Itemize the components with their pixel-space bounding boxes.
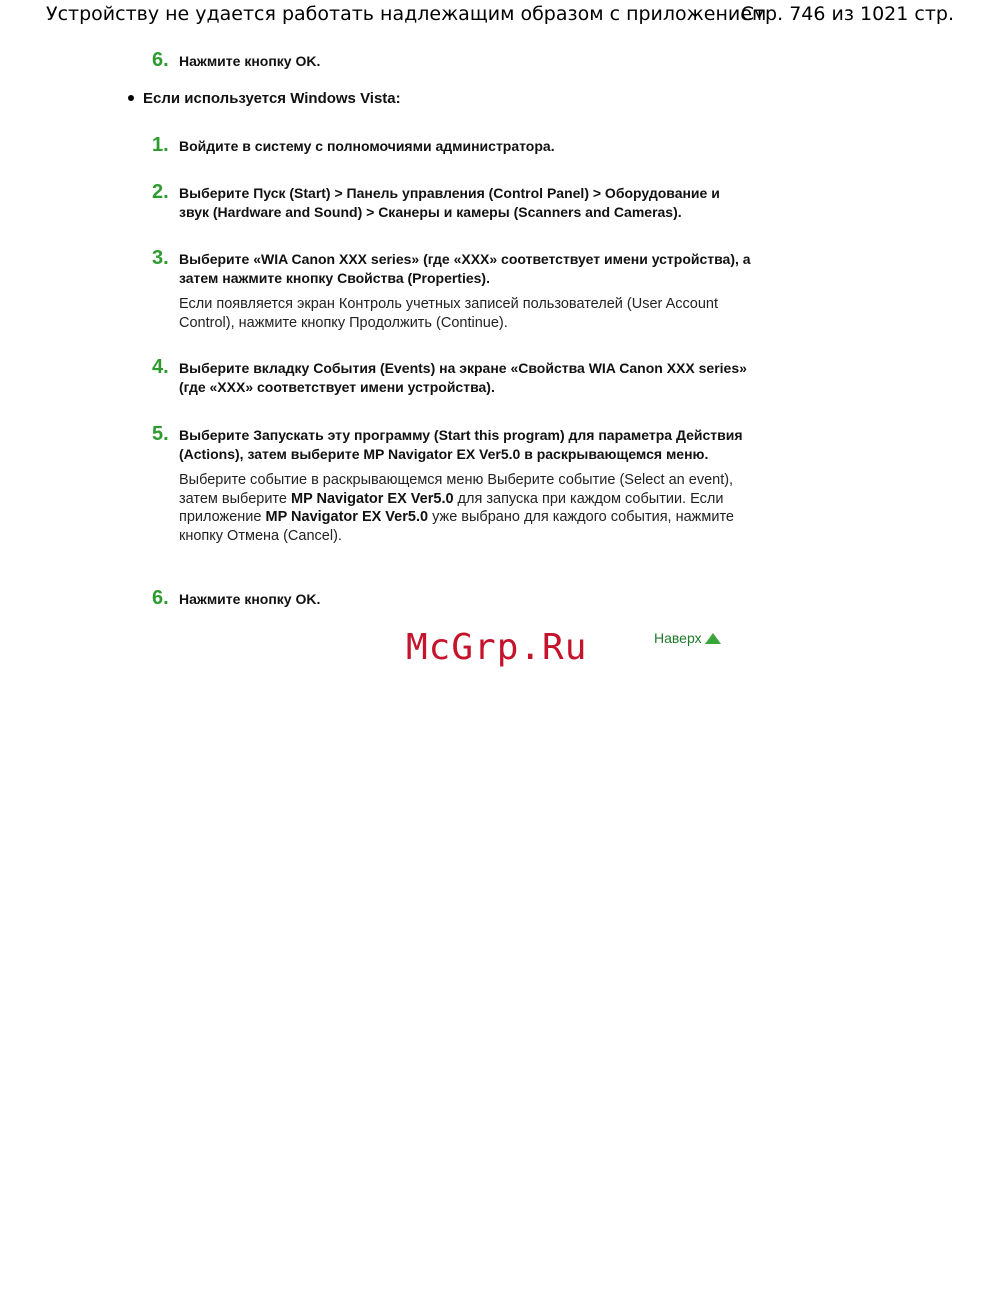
page-title: Устройству не удается работать надлежащим образом с приложением	[46, 3, 767, 25]
triangle-up-icon	[705, 633, 721, 644]
step-text: Выберите «WIA Canon XXX series» (где «XXX» соответствует имени устройства), а затем нажмите кнопку Свойства (Properties).	[179, 251, 751, 286]
step-number: 6.	[152, 587, 169, 609]
step-note-part: уже выбрано для каждого события, нажмите кнопку Отмена (Cancel).	[179, 509, 734, 544]
step-note	[179, 471, 752, 545]
step-4	[152, 356, 752, 397]
step-number: 2.	[152, 181, 169, 203]
step-text: Войдите в систему с полномочиями администратора.	[179, 138, 555, 154]
step-text: Нажмите кнопку OK.	[179, 591, 321, 607]
app-name: MP Navigator EX Ver5.0	[291, 490, 454, 507]
step-6	[152, 587, 752, 609]
step-number: 4.	[152, 356, 169, 378]
step-note-part: Выберите событие в раскрывающемся меню Выберите событие (Select an event), затем выберите	[179, 472, 734, 507]
step-text: Выберите Пуск (Start) > Панель управления (Control Panel) > Оборудование и звук (Hardware and Sound) > Сканеры и камеры (Scanners and Cameras).	[179, 185, 720, 220]
back-to-top-link[interactable]	[654, 629, 721, 647]
step-5	[152, 423, 752, 545]
step-number: 3.	[152, 247, 169, 269]
step-text: Выберите вкладку События (Events) на экране «Свойства WIA Canon XXX series» (где «XXX» соответствует имени устройства).	[179, 360, 747, 395]
back-to-top-label: Наверх	[654, 630, 702, 646]
section-bullet	[128, 89, 401, 109]
bullet-dot-icon	[128, 95, 134, 101]
section-bullet-text: Если используется Windows Vista:	[143, 90, 401, 107]
step-3	[152, 247, 752, 332]
page-header	[46, 2, 954, 28]
app-name: MP Navigator EX Ver5.0	[265, 509, 429, 525]
step-note-part: для запуска при каждом событии. Если приложение	[179, 490, 724, 525]
step-2	[152, 181, 752, 222]
step-number: 1.	[152, 134, 169, 156]
watermark: McGrp.Ru	[406, 627, 588, 668]
page-counter: Стр. 746 из 1021 стр.	[740, 3, 954, 25]
step-text: Нажмите кнопку OK.	[179, 53, 321, 69]
step-6-previous	[152, 49, 752, 71]
step-number: 5.	[152, 423, 169, 445]
step-note: Если появляется экран Контроль учетных записей пользователей (User Account Control), нажмите кнопку Продолжить (Continue).	[179, 296, 718, 331]
step-number: 6.	[152, 49, 169, 71]
step-text: Выберите Запускать эту программу (Start this program) для параметра Действия (Actions), затем выберите MP Navigator EX Ver5.0 в раскрывающемся меню.	[179, 427, 743, 462]
step-1	[152, 134, 752, 156]
